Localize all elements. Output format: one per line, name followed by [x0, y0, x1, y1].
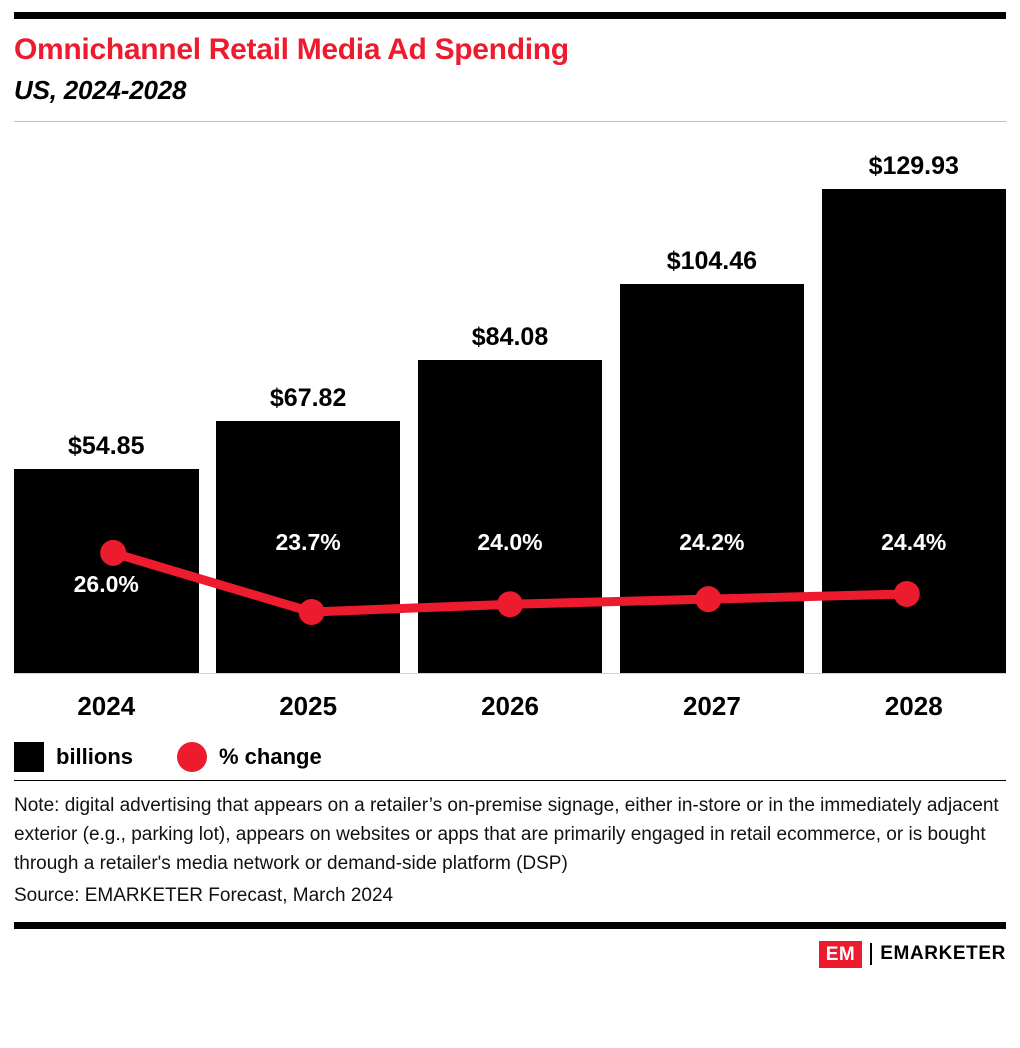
- bar: [418, 360, 603, 673]
- bar-value-label: $84.08: [471, 323, 549, 352]
- chart-legend: [14, 734, 1006, 780]
- bar-column: [620, 152, 805, 674]
- legend-item-pct-change: [177, 742, 322, 772]
- logo-divider: [870, 943, 872, 965]
- bar-column: [822, 152, 1007, 674]
- x-axis-labels: [14, 691, 1006, 722]
- bar: [620, 284, 805, 673]
- x-axis-tick-label: 2025: [279, 690, 338, 721]
- bar-column: [14, 152, 199, 674]
- emarketer-mark: EM: [819, 941, 863, 968]
- black-square-icon: [14, 742, 44, 772]
- pct-change-label: 26.0%: [73, 570, 139, 597]
- legend-item-billions: [14, 742, 133, 772]
- note-divider: [14, 780, 1006, 781]
- pct-change-label: 24.0%: [477, 528, 543, 555]
- x-axis-tick-label: 2024: [77, 690, 136, 721]
- x-axis-tick-label: 2028: [884, 690, 943, 721]
- bar-value-label: $129.93: [868, 152, 959, 181]
- pct-change-label: 23.7%: [275, 528, 341, 555]
- header-divider: [14, 121, 1006, 122]
- bar-value-label: $104.46: [666, 247, 758, 276]
- x-axis-tick-label: 2026: [481, 690, 539, 721]
- pct-change-label: 24.2%: [679, 528, 745, 555]
- x-axis-line: [14, 673, 1006, 674]
- page-subtitle: US, 2024-2028: [14, 75, 187, 105]
- bar-column: [418, 152, 603, 674]
- bar-column: [216, 152, 401, 674]
- pct-change-label: 24.4%: [881, 528, 947, 555]
- emarketer-name: EMARKETER: [880, 943, 1006, 965]
- bar-value-label: $67.82: [269, 383, 347, 412]
- footer: [14, 929, 1006, 979]
- legend-label-billions: billions: [56, 743, 133, 769]
- bar-series: [14, 152, 1006, 674]
- page-title: Omnichannel Retail Media Ad Spending: [14, 33, 569, 66]
- x-axis-tick-label: 2027: [682, 690, 741, 721]
- red-circle-icon: [177, 742, 207, 772]
- legend-label-pct-change: % change: [219, 743, 322, 769]
- bar: [822, 189, 1007, 673]
- bar-value-label: $54.85: [68, 432, 145, 461]
- chart-plot-area: [14, 132, 1006, 732]
- chart-note: Note: digital advertising that appears on a retailer’s on-premise signage, either in-store or in the immediately adjacent exterior (e.g., parking lot), appears on websites or apps that are primarily engaged in retail ecommerce, or is bought through a retailer's media network or demand-side platform (DSP): [14, 794, 999, 875]
- emarketer-logo: [819, 941, 1006, 968]
- bottom-rule: [14, 922, 1006, 929]
- top-rule: [14, 12, 1006, 19]
- chart-source: Source: EMARKETER Forecast, March 2024: [14, 884, 394, 906]
